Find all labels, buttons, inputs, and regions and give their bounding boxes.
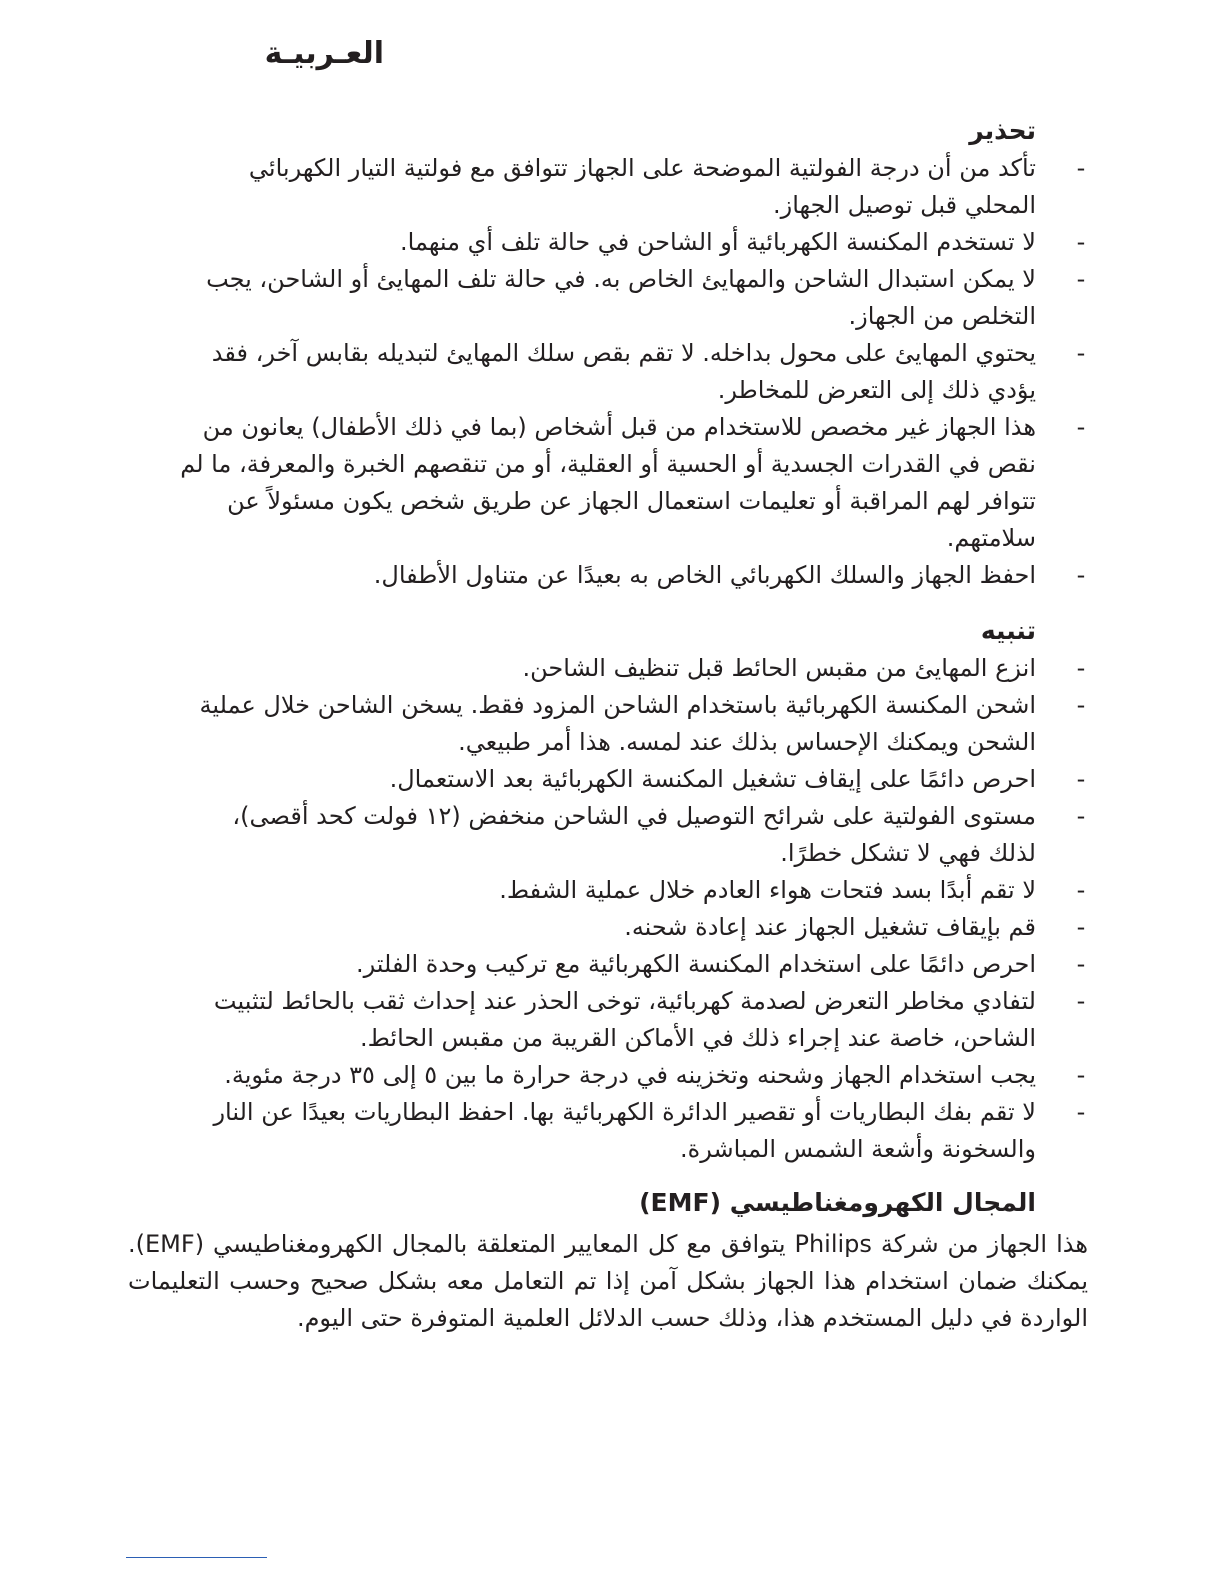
list-item: [128, 409, 1088, 557]
list-item: [128, 261, 1088, 335]
bullet-dash: -: [1076, 265, 1086, 293]
list-item: [128, 335, 1088, 409]
bullet-dash: -: [1076, 413, 1086, 441]
list-item: [128, 224, 1088, 261]
bullet-dash: -: [1076, 987, 1086, 1015]
bullet-dash: -: [1076, 561, 1086, 589]
warning-item-text: يحتوي المهايئ على محول بداخله. لا تقم بقص سلك المهايئ لتبديله بقابس آخر، فقد يؤدي ذلك إلى التعرض للمخاطر.: [211, 339, 1036, 404]
emf-paragraph: هذا الجهاز من شركة Philips يتوافق مع كل المعايير المتعلقة بالمجال الكهرومغناطيسي (EMF). يمكنك ضمان استخدام هذا الجهاز بشكل آمن إذا تم التعامل معه بشكل صحيح وحسب التعليمات الواردة في دليل المستخدم هذا، وذلك حسب الدلائل العلمية المتوفرة حتى اليوم.: [128, 1230, 1088, 1332]
bullet-dash: -: [1076, 876, 1086, 904]
caution-heading: تنبيه: [980, 616, 1036, 645]
language-title: العـربيـة: [264, 36, 384, 71]
bullet-dash: -: [1076, 691, 1086, 719]
list-item: [128, 946, 1088, 983]
caution-item-text: لا تقم بفك البطاريات أو تقصير الدائرة الكهربائية بها. احفظ البطاريات بعيدًا عن النار والسخونة وأشعة الشمس المباشرة.: [213, 1098, 1036, 1163]
caution-item-text: احرص دائمًا على إيقاف تشغيل المكنسة الكهربائية بعد الاستعمال.: [389, 765, 1036, 793]
footnote-divider: [126, 1557, 267, 1558]
caution-item-text: قم بإيقاف تشغيل الجهاز عند إعادة شحنه.: [624, 913, 1036, 941]
list-item: [128, 650, 1088, 687]
caution-item-text: احرص دائمًا على استخدام المكنسة الكهربائية مع تركيب وحدة الفلتر.: [355, 950, 1036, 978]
list-item: [128, 557, 1088, 594]
caution-item-text: اشحن المكنسة الكهربائية باستخدام الشاحن المزود فقط. يسخن الشاحن خلال عملية الشحن ويمكنك الإحساس بذلك عند لمسه. هذا أمر طبيعي.: [199, 691, 1036, 756]
warning-heading: تحذير: [969, 116, 1036, 145]
bullet-dash: -: [1076, 950, 1086, 978]
warning-item-text: لا تستخدم المكنسة الكهربائية أو الشاحن في حالة تلف أي منهما.: [400, 228, 1036, 256]
list-item: [128, 1094, 1088, 1168]
warning-item-text: تأكد من أن درجة الفولتية الموضحة على الجهاز تتوافق مع فولتية التيار الكهربائي المحلي قبل توصيل الجهاز.: [248, 154, 1036, 219]
list-item: [128, 872, 1088, 909]
bullet-dash: -: [1076, 1098, 1086, 1126]
list-item: [128, 983, 1088, 1057]
bullet-dash: -: [1076, 228, 1086, 256]
bullet-dash: -: [1076, 1061, 1086, 1089]
emf-heading: المجال الكهرومغناطيسي (EMF): [639, 1188, 1036, 1217]
list-item: [128, 798, 1088, 872]
document-body: [128, 108, 1088, 1337]
caution-item-text: لا تقم أبدًا بسد فتحات هواء العادم خلال عملية الشفط.: [499, 876, 1036, 904]
warning-item-text: هذا الجهاز غير مخصص للاستخدام من قبل أشخاص (بما في ذلك الأطفال) يعانون من نقص في القدرات الجسدية أو الحسية أو العقلية، أو من تنقصهم الخبرة والمعرفة، ما لم تتوافر لهم المراقبة أو تعليمات استعمال الجهاز عن طريق شخص يكون مسئولاً عن سلامتهم.: [180, 413, 1036, 552]
bullet-dash: -: [1076, 654, 1086, 682]
list-item: [128, 150, 1088, 224]
list-item: [128, 909, 1088, 946]
bullet-dash: -: [1076, 154, 1086, 182]
caution-item-text: انزع المهايئ من مقبس الحائط قبل تنظيف الشاحن.: [522, 654, 1036, 682]
caution-list: [128, 650, 1088, 1168]
bullet-dash: -: [1076, 339, 1086, 367]
bullet-dash: -: [1076, 913, 1086, 941]
bullet-dash: -: [1076, 765, 1086, 793]
warning-item-text: احفظ الجهاز والسلك الكهربائي الخاص به بعيدًا عن متناول الأطفال.: [373, 561, 1036, 589]
list-item: [128, 761, 1088, 798]
list-item: [128, 687, 1088, 761]
list-item: [128, 1057, 1088, 1094]
bullet-dash: -: [1076, 802, 1086, 830]
warning-list: [128, 150, 1088, 594]
caution-item-text: يجب استخدام الجهاز وشحنه وتخزينه في درجة حرارة ما بين ٥ إلى ٣٥ درجة مئوية.: [224, 1061, 1036, 1089]
caution-item-text: لتفادي مخاطر التعرض لصدمة كهربائية، توخى الحذر عند إحداث ثقب بالحائط لتثبيت الشاحن، خاصة عند إجراء ذلك في الأماكن القريبة من مقبس الحائط.: [213, 987, 1036, 1052]
warning-item-text: لا يمكن استبدال الشاحن والمهايئ الخاص به. في حالة تلف المهايئ أو الشاحن، يجب التخلص من الجهاز.: [206, 265, 1036, 330]
caution-item-text: مستوى الفولتية على شرائح التوصيل في الشاحن منخفض (١٢ فولت كحد أقصى)، لذلك فهي لا تشكل خطرًا.: [232, 802, 1036, 867]
